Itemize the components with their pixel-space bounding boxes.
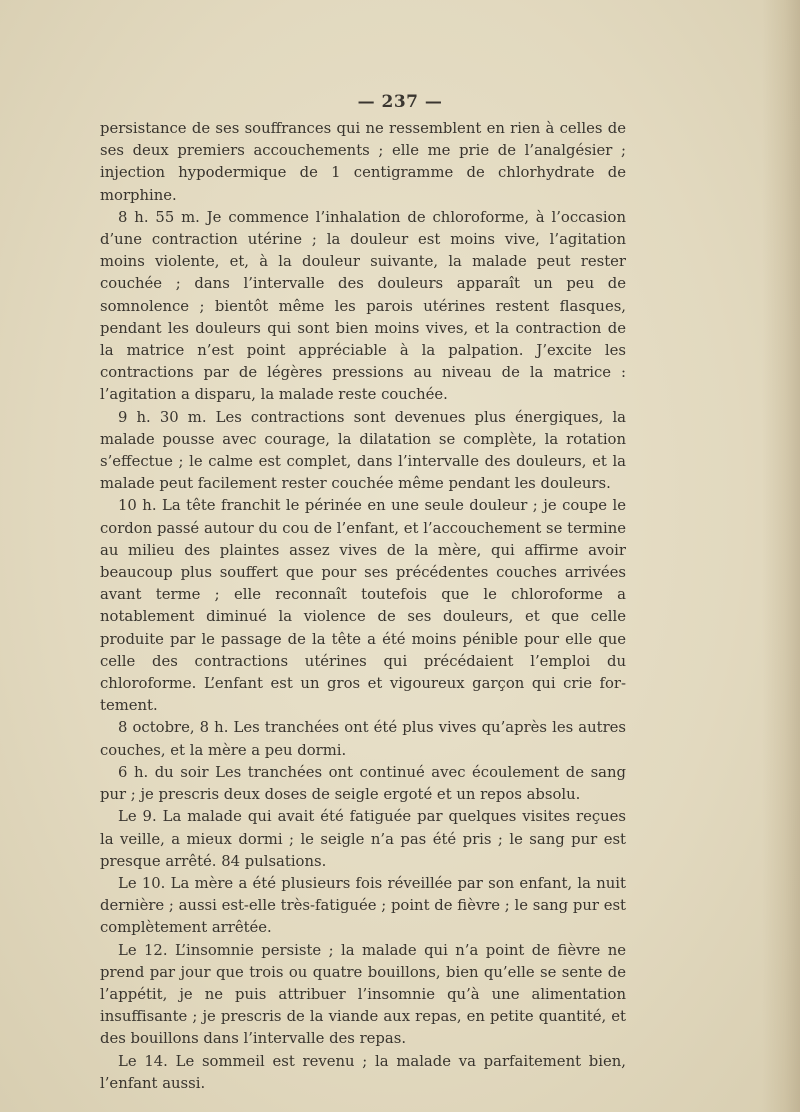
paragraph-le-10: Le 10. La mère a été plusieurs fois réveillée par son enfant, la nuit dernière ; aussi est-elle très-fatiguée ; point de fièvre ; le sang pur est complètement arrêtée. <box>100 874 626 937</box>
paragraph-continuation: persistance de ses souffrances qui ne ressemblent en rien à celles de ses deux premiers accouchements ; elle me prie de l’analgésier ; injection hypodermique de 1 centigramme de chlorhydrate de morphine. <box>100 120 626 204</box>
paragraph-le-12: Le 12. L’insomnie persiste ; la malade qui n’a point de fièvre ne prend par jour que trois ou quatre bouillons, bien qu’elle se sente de l’appétit, je ne puis attribuer l’insomnie qu’à une alimentation insuffisante ; je prescris de la viande aux repas, en petite quantité, et des bouillons dans l’intervalle des repas. <box>100 941 626 1048</box>
paragraph-10h: 10 h. La tête franchit le périnée en une seule douleur ; je coupe le cordon passé autour du cou de l’enfant, et l’accouchement se termine au milieu des plaintes assez vives de la mère, qui affirme avoir beaucoup plus souffert que pour ses précédentes couches arrivées avant terme ; elle reconnaît toutefois que le chloroforme a notablement diminué la violence de ses douleurs, et que celle produite par le passage de la tête a été moins pénible pour elle que celle des contractions utérines qui précédaient l’emploi du chloroforme. L’enfant est un gros et vigoureux garçon qui crie fortement. <box>100 497 626 715</box>
paragraph-le-9: Le 9. La malade qui avait été fatiguée par quelques visites reçues la veille, a mieux dormi ; le seigle n’a pas été pris ; le sang pur est presque arrêté. 84 pulsations. <box>100 808 626 870</box>
paragraph-8-octobre: 8 octobre, 8 h. Les tranchées ont été plus vives qu’après les autres couches, et la mère a peu dormi. <box>100 719 626 759</box>
body-text <box>100 118 626 1095</box>
page-edge-shadow <box>762 0 800 1112</box>
page-number: — 237 — <box>357 92 443 112</box>
paragraph-le-14: Le 14. Le sommeil est revenu ; la malade va parfaitement bien, l’enfant aussi. <box>100 1052 626 1092</box>
paragraph-9h30: 9 h. 30 m. Les contractions sont devenues plus énergiques, la malade pousse avec courage, la dilatation se complète, la rotation s’effectue ; le calme est complet, dans l’intervalle des douleurs, et la malade peut facilement rester couchée même pendant les douleurs. <box>100 408 626 493</box>
paragraph-8h55: 8 h. 55 m. Je commence l’inhalation de chloroforme, à l’occasion d’une contraction utérine ; la douleur est moins vive, l’agitation moins violente, et, à la douleur suivante, la malade peut rester couchée ; dans l’intervalle des douleurs apparaît un peu de somnolence ; bientôt même les parois utérines restent flasques, pendant les douleurs qui sont bien moins vives, et la contraction de la matrice n’est point appréciable à la palpation. J’excite les contractions par de légères pressions au niveau de la matrice : l’agitation a disparu, la malade reste couchée. <box>100 208 626 404</box>
paragraph-6h-soir: 6 h. du soir Les tranchées ont continué avec écoulement de sang pur ; je prescris deux doses de seigle ergoté et un repos absolu. <box>100 763 626 804</box>
